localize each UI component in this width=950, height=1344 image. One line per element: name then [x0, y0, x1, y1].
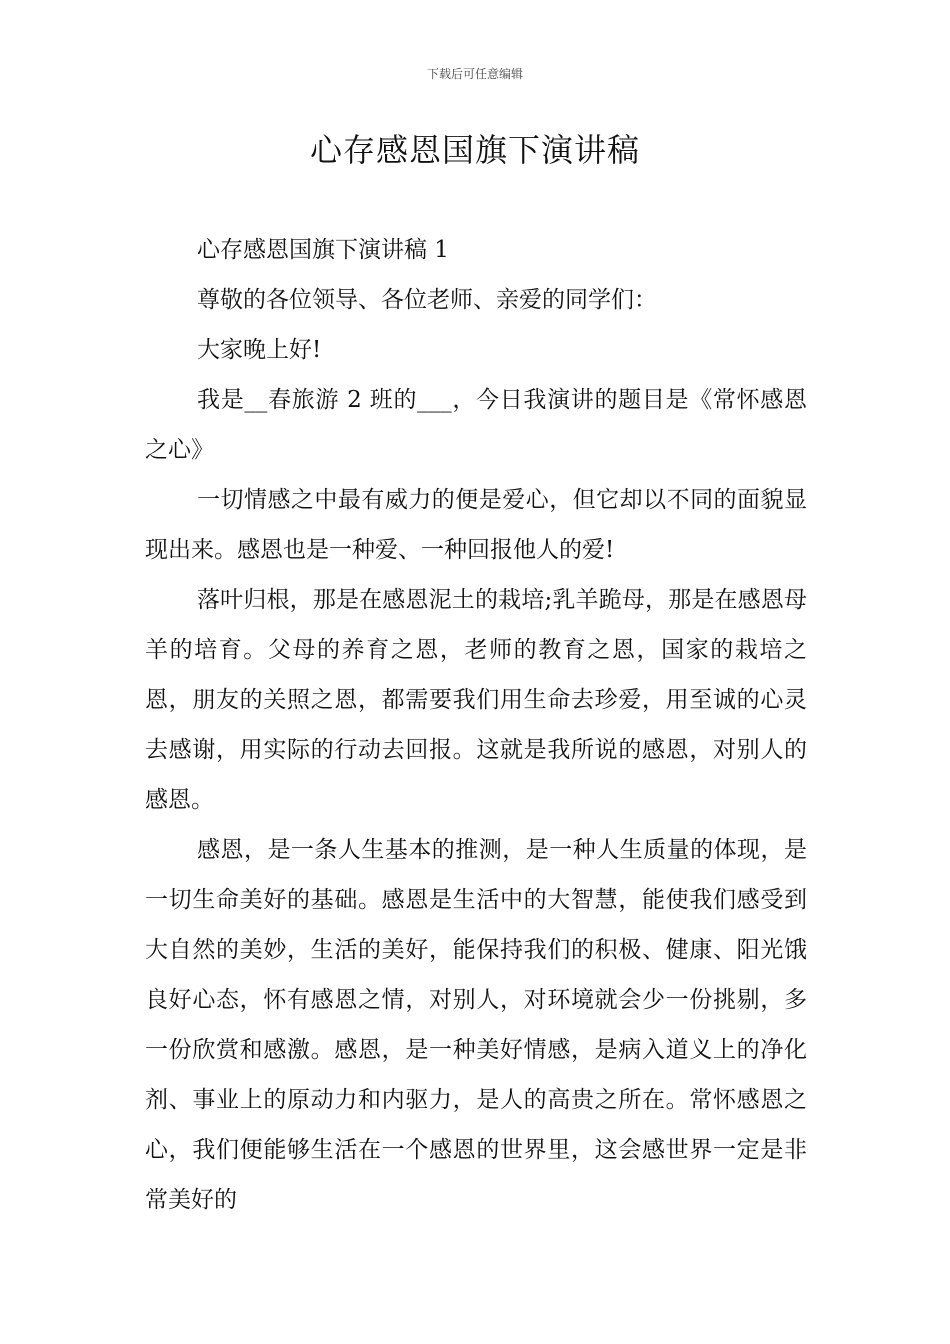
- document-title: 心存感恩国旗下演讲稿: [309, 131, 640, 169]
- paragraph-body: 感恩，是一条人生基本的推测，是一种人生质量的体现，是一切生命美好的基础。感恩是生活中的大智慧，能使我们感受到大自然的美妙，生活的美好，能保持我们的积极、健康、阳光饿良好心态，怀有感恩之情，对别人，对环境就会少一份挑剔，多一份欣赏和感激。感恩，是一种美好情感，是病入道义上的净化剂、事业上的原动力和内驱力，是人的高贵之所在。常怀感恩之心，我们便能够生活在一个感恩的世界里，这会感世界一定是非常美好的: [145, 837, 807, 1213]
- paragraph-subtitle: 心存感恩国旗下演讲稿 1: [197, 237, 449, 263]
- paragraph-body: 一切情感之中最有威力的便是爱心，但它却以不同的面貌显现出来。感恩也是一种爱、一种回报他人的爱!: [145, 487, 807, 563]
- paragraph-introduction: 我是__春旅游 2 班的___，今日我演讲的题目是《常怀感恩之心》: [145, 387, 807, 463]
- paragraph-salutation: 尊敬的各位领导、各位老师、亲爱的同学们：: [197, 287, 657, 313]
- paragraph-greeting: 大家晚上好!: [197, 337, 322, 363]
- paragraph-body: 落叶归根，那是在感恩泥土的栽培;乳羊跪母，那是在感恩母羊的培育。父母的养育之恩，老师的教育之恩，国家的栽培之恩，朋友的关照之恩，都需要我们用生命去珍爱，用至诚的心灵去感谢，用实际的行动去回报。这就是我所说的感恩，对别人的感恩。: [145, 587, 807, 813]
- document-body: [145, 225, 807, 1225]
- header-note: 下载后可任意编辑: [426, 67, 523, 81]
